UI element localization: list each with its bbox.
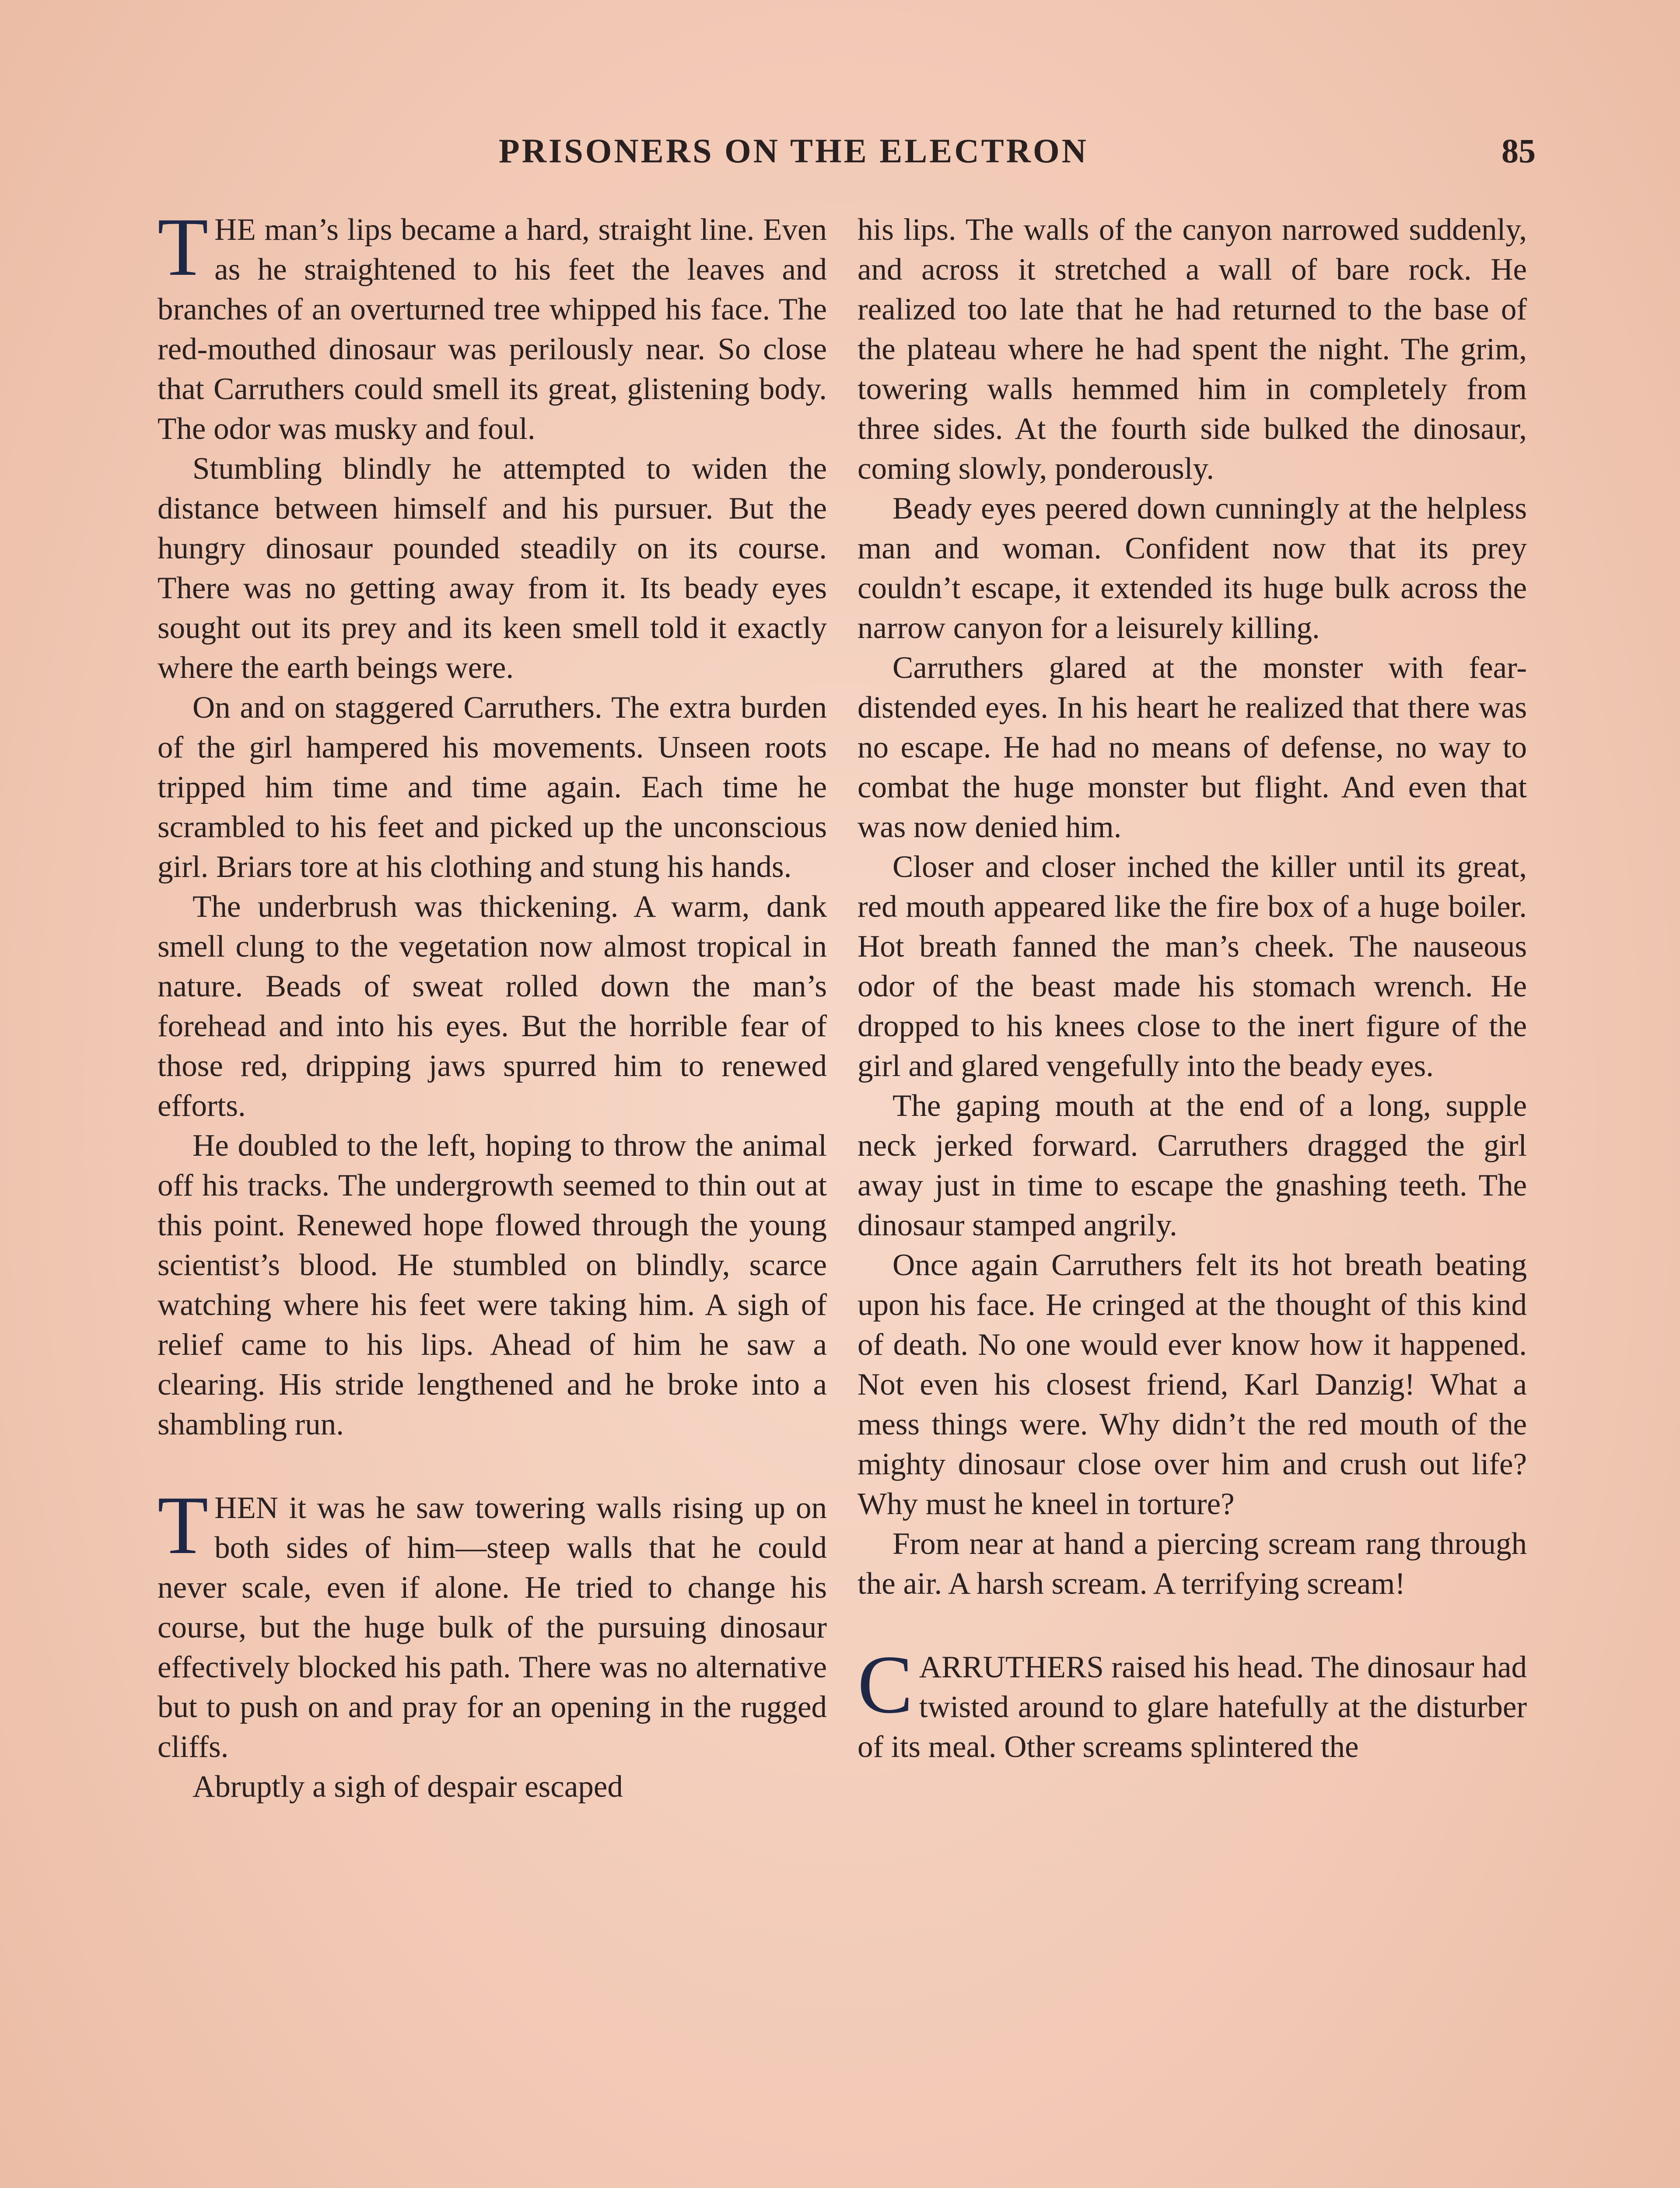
paragraph: From near at hand a piercing scream rang through the air. A harsh scream. A terrifying scream!: [858, 1527, 1527, 1601]
paragraph: Once again Carruthers felt its hot breath beating upon his face. He cringed at the thought of this kind of death. No one would ever know how it happened. Not even his closest friend, Karl Danzig! What a mess things were. Why didn’t the red mouth of the mighty dinosaur close over him and crush out life? Why must he kneel in torture?: [858, 1248, 1527, 1521]
page-number: 85: [1502, 132, 1536, 170]
paragraph-text: HEN it was he saw towering walls rising up on both sides of him—steep walls that he could never scale, even if alone. He tried to change his course, but the huge bulk of the pursuing dinosaur effectively blocked his path. There was no alternative but to push on and pray for an opening in the rugged cliffs.: [158, 1491, 827, 1764]
drop-cap: T: [158, 1480, 209, 1571]
paragraph: The gaping mouth at the end of a long, supple neck jerked forward. Carruthers dragged the girl away just in time to escape the gnashing teeth. The dinosaur stamped angrily.: [858, 1089, 1527, 1242]
left-column: [158, 201, 827, 1807]
paragraph: On and on staggered Carruthers. The extra burden of the girl hampered his movements. Unseen roots tripped him time and time again. Each time he scrambled to his feet and picked up the unconscious girl. Briars tore at his clothing and stung his hands.: [158, 691, 827, 884]
paragraph: Stumbling blindly he attempted to widen the distance between himself and his pursuer. But the hungry dinosaur pounded steadily on its course. There was no getting away from it. Its beady eyes sought out its prey and its keen smell told it exactly where the earth beings were.: [158, 452, 827, 685]
right-column: [858, 210, 1527, 1767]
page-header: [158, 131, 1536, 179]
paragraph: Closer and closer inched the killer until its great, red mouth appeared like the fire box of a huge boiler. Hot breath fanned the man’s cheek. The nauseous odor of the beast made his stomach wrench. He dropped to his knees close to the inert figure of the girl and glared vengefully into the beady eyes.: [858, 850, 1527, 1083]
running-title: PRISONERS ON THE ELECTRON: [499, 132, 1089, 170]
paragraph-text: ARRUTHERS raised his head. The dinosaur had twisted around to glare hatefully at the disturber of its meal. Other screams splintered the: [858, 1650, 1527, 1764]
paragraph: Beady eyes peered down cunningly at the helpless man and woman. Confident now that its prey couldn’t escape, it extended its huge bulk across the narrow canyon for a leisurely killing.: [858, 491, 1527, 645]
paragraph: Abruptly a sigh of despair escaped: [192, 1770, 623, 1804]
paragraph: [858, 1639, 1527, 1767]
paragraph: He doubled to the left, hoping to throw the animal off his tracks. The undergrowth seemed to thin out at this point. Renewed hope flowed through the young scientist’s blood. He stumbled on blindly, scarce watching where his feet were taking him. A sigh of relief came to his lips. Ahead of him he saw a clearing. His stride lengthened and he broke into a shambling run.: [158, 1129, 827, 1441]
paragraph: [158, 1480, 827, 1767]
paragraph: Carruthers glared at the monster with fear-distended eyes. In his heart he realized that there was no escape. He had no means of defense, no way to combat the huge monster but flight. And even that was now denied him.: [858, 651, 1527, 844]
paragraph-text: HE man’s lips became a hard, straight line. Even as he straightened to his feet the leaves and branches of an overturned tree whipped his face. The red-mouthed dinosaur was perilously near. So close that Carruthers could smell its great, glistening body. The odor was musky and foul.: [158, 213, 827, 446]
drop-cap: T: [158, 201, 209, 293]
paragraph: The underbrush was thickening. A warm, dank smell clung to the vegetation now almost tropical in nature. Beads of sweat rolled down the man’s forehead and into his eyes. But the horrible fear of those red, dripping jaws spurred him to renewed efforts.: [158, 890, 827, 1123]
paragraph: his lips. The walls of the canyon narrowed suddenly, and across it stretched a wall of bare rock. He realized too late that he had returned to the base of the plateau where he had spent the night. The grim, towering walls hemmed him in completely from three sides. At the fourth side bulked the dinosaur, coming slowly, ponderously.: [858, 213, 1527, 486]
paragraph: [158, 201, 827, 449]
drop-cap: C: [858, 1639, 913, 1731]
